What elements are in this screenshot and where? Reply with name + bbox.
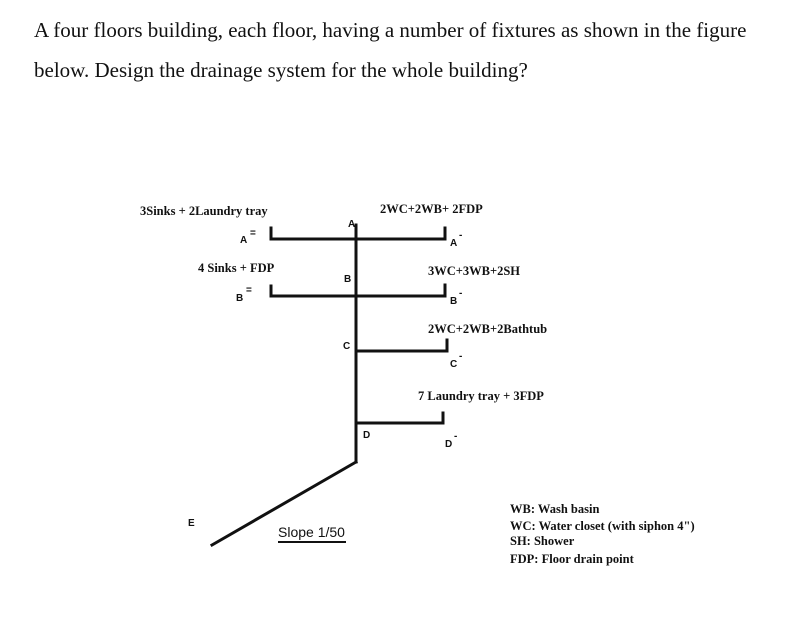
point-c-right: C xyxy=(450,359,458,370)
point-d-right-mark: - xyxy=(454,431,458,442)
floor-a-left-fixtures: 3Sinks + 2Laundry tray xyxy=(140,204,268,218)
floor-b-right-fixtures: 3WC+3WB+2SH xyxy=(428,264,521,278)
legend-wc: WC: Water closet (with siphon 4") xyxy=(510,519,695,533)
point-a-right-mark: - xyxy=(459,230,463,241)
point-d-right: D xyxy=(445,439,453,450)
stack-point-d: D xyxy=(363,430,371,441)
drain-point-e: E xyxy=(188,518,195,529)
stack-point-b: B xyxy=(344,274,352,285)
drain-slope: Slope 1/50 xyxy=(278,524,345,540)
floor-d-right-fixtures: 7 Laundry tray + 3FDP xyxy=(418,389,544,403)
point-c-right-mark: - xyxy=(459,351,463,362)
floor-b-left-fixtures: 4 Sinks + FDP xyxy=(198,261,275,275)
legend-wb: WB: Wash basin xyxy=(510,502,600,516)
floor-a-right-fixtures: 2WC+2WB+ 2FDP xyxy=(380,202,483,216)
point-b-right: B xyxy=(450,296,458,307)
legend-fdp: FDP: Floor drain point xyxy=(510,552,634,566)
point-a-left: A xyxy=(240,235,248,246)
stack-point-a: A xyxy=(348,219,356,230)
floor-c-right-fixtures: 2WC+2WB+2Bathtub xyxy=(428,322,548,336)
legend-sh: SH: Shower xyxy=(510,534,575,548)
question-text: A four floors building, each floor, having a number of fixtures as shown in the figure below. Design the drainage system for the whole building? xyxy=(34,18,747,82)
point-a-left-mark: = xyxy=(250,228,256,239)
point-b-right-mark: - xyxy=(459,288,463,299)
stack-point-c: C xyxy=(343,341,351,352)
point-b-left: B xyxy=(236,293,244,304)
point-b-left-mark: = xyxy=(246,285,252,296)
point-a-right: A xyxy=(450,238,458,249)
